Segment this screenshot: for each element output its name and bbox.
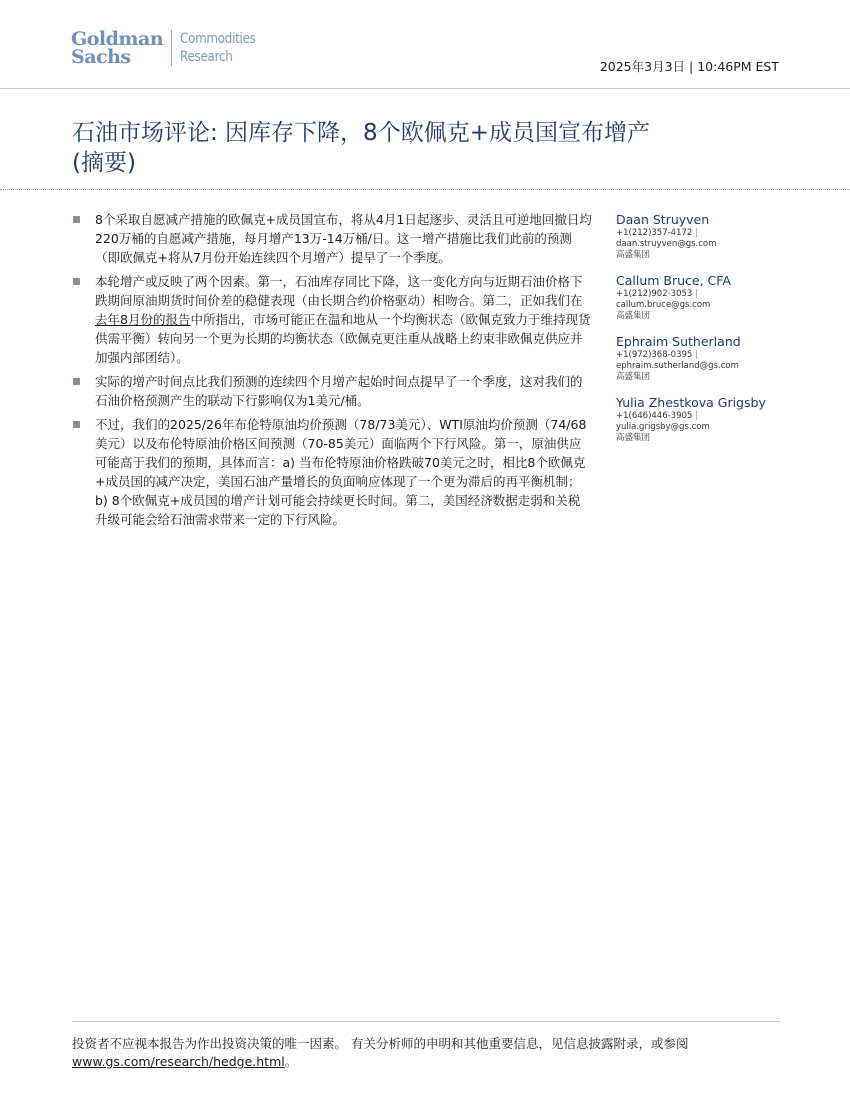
disclosure-link[interactable]: www.gs.com/research/hedge.html bbox=[72, 1054, 285, 1069]
footer-divider bbox=[72, 1021, 780, 1022]
analyst-email[interactable]: yulia.grigsby@gs.com bbox=[616, 422, 710, 432]
analyst-org: 高盛集团 bbox=[616, 433, 651, 443]
bullet-square-icon bbox=[73, 421, 80, 428]
bullet-item bbox=[72, 210, 592, 267]
bullet-square-icon bbox=[73, 216, 80, 223]
page-header bbox=[0, 0, 850, 89]
analyst-org: 高盛集团 bbox=[616, 372, 651, 382]
phone-separator: | bbox=[695, 350, 698, 360]
footer-disclaimer bbox=[72, 1035, 780, 1071]
analyst-sidebar bbox=[616, 212, 796, 456]
title-line-1: 石油市场评论: 因库存下降，8个欧佩克+成员国宣布增产 bbox=[72, 120, 650, 146]
analyst-email[interactable]: daan.struyven@gs.com bbox=[616, 239, 717, 249]
analyst-email[interactable]: ephraim.sutherland@gs.com bbox=[616, 361, 739, 371]
bullet-item bbox=[72, 415, 592, 529]
division-line-2: Research bbox=[180, 49, 233, 65]
logo-line-2: Sachs bbox=[71, 46, 131, 68]
logo-separator bbox=[171, 30, 172, 66]
bullet-text: 8个采取自愿减产措施的欧佩克+成员国宣布，将从4月1日起逐步、灵活且可逆地回撤日均220万桶的自愿减产措施，每月增产13万-14万桶/日。这一增产措施比我们此前的预测（即欧佩克+将从7月份开始连续四个月增产）提早了一个季度。 bbox=[95, 212, 592, 265]
analyst-name[interactable]: Ephraim Sutherland bbox=[616, 334, 741, 349]
analyst-name[interactable]: Daan Struyven bbox=[616, 212, 710, 227]
analyst-name[interactable]: Callum Bruce, CFA bbox=[616, 273, 731, 288]
goldman-sachs-logo bbox=[71, 30, 269, 66]
bullet-item bbox=[72, 372, 592, 410]
bullet-item bbox=[72, 272, 592, 367]
bullet-text: 不过，我们的2025/26年布伦特原油均价预测（78/73美元）、WTI原油均价预测（74/68美元）以及布伦特原油价格区间预测（70-85美元）面临两个下行风险。第一，原油供应可能高于我们的预期，具体而言：a) 当布伦特原油价格跌破70美元之时，相比8个欧佩克+成员国的减产决定，美国石油产量增长的负面响应体现了一个更为滞后的再平衡机制；b) 8个欧佩克+成员国的增产计划可能会持续更长时间。第二，美国经济数据走弱和关税升级可能会给石油需求带来一定的下行风险。 bbox=[95, 417, 587, 527]
report-title bbox=[72, 118, 772, 178]
bullet-square-icon bbox=[73, 278, 80, 285]
division-line-1: Commodities bbox=[180, 31, 256, 47]
title-line-2: (摘要) bbox=[72, 150, 136, 176]
disclaimer-end: 。 bbox=[284, 1054, 298, 1069]
analyst-name[interactable]: Yulia Zhestkova Grigsby bbox=[616, 395, 766, 410]
phone-separator: | bbox=[695, 411, 698, 421]
analyst-card bbox=[616, 273, 796, 322]
analyst-email[interactable]: callum.bruce@gs.com bbox=[616, 300, 711, 310]
analyst-card bbox=[616, 334, 796, 383]
summary-bullets bbox=[72, 210, 592, 534]
report-datetime: 2025年3月3日 | 10:46PM EST bbox=[599, 59, 779, 74]
bullet-text: 本轮增产或反映了两个因素。第一，石油库存同比下降，这一变化方向与近期石油价格下跌期间原油期货时间价差的稳健表现（由长期合约价格驱动）相吻合。第二，正如我们在 bbox=[95, 274, 583, 308]
analyst-card bbox=[616, 212, 796, 261]
analyst-card bbox=[616, 395, 796, 444]
title-divider bbox=[0, 189, 850, 190]
analyst-org: 高盛集团 bbox=[616, 311, 651, 321]
phone-separator: | bbox=[695, 228, 698, 238]
analyst-phone: +1(646)446-3905 bbox=[616, 411, 693, 421]
analyst-phone: +1(212)902-3053 bbox=[616, 289, 693, 299]
report-link[interactable]: 去年8月份的报告 bbox=[95, 312, 191, 327]
analyst-org: 高盛集团 bbox=[616, 250, 651, 260]
bullet-text: 实际的增产时间点比我们预测的连续四个月增产起始时间点提早了一个季度，这对我们的石油价格预测产生的联动下行影响仅为1美元/桶。 bbox=[95, 374, 583, 408]
phone-separator: | bbox=[695, 289, 698, 299]
bullet-text-continued: 中所指出，市场可能正在温和地从一个均衡状态（欧佩克致力于维持现货供需平衡）转向另一个更为长期的均衡状态（欧佩克更注重从战略上约束非欧佩克供应并加强内部团结）。 bbox=[95, 312, 591, 365]
logo-line-1: Goldman bbox=[71, 28, 164, 50]
bullet-square-icon bbox=[73, 378, 80, 385]
analyst-phone: +1(972)368-0395 bbox=[616, 350, 693, 360]
disclaimer-text: 投资者不应视本报告为作出投资决策的唯一因素。 有关分析师的申明和其他重要信息，见信息披露附录，或参阅 bbox=[72, 1036, 689, 1051]
analyst-phone: +1(212)357-4172 bbox=[616, 228, 693, 238]
